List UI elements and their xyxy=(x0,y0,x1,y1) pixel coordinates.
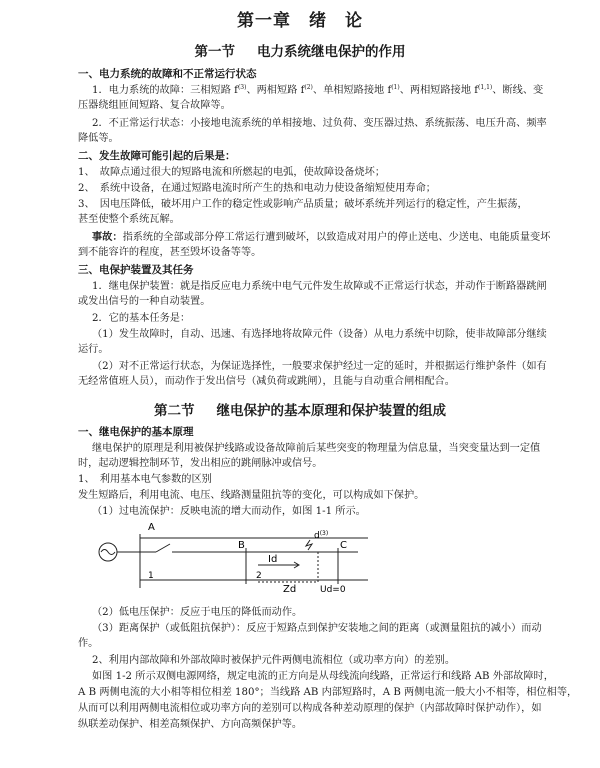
section-1-heading xyxy=(0,40,600,60)
label-voltage-ud: Ud=0 xyxy=(320,585,346,595)
figure-1-1-circuit xyxy=(88,520,388,600)
subsection-1-paragraph: 发生短路后，利用电流、电压、线路测量阻抗等的变化，可以构成如下保护。 xyxy=(78,490,425,501)
device-definition-line1: 1．继电保护装置：就是指反应电力系统中电气元件发生故障或不正常运行状态，并动作于断路器跳闸 xyxy=(92,281,547,292)
breaker-switch xyxy=(156,544,170,552)
consequence-1: 1、 故障点通过很大的短路电流和所燃起的电弧，使故障设备烧坏； xyxy=(78,167,386,178)
distance-protection-line2: 作。 xyxy=(78,638,99,649)
label-two: 2 xyxy=(256,571,262,581)
principle-line1: 继电保护的原理是利用被保护线路或设备故障前后某些突变的物理量为信息量，当突变量达到一定值 xyxy=(92,443,541,454)
accident-definition-line2: 到不能容许的程度，甚至毁坏设备等等。 xyxy=(78,247,262,258)
chapter-title: 第一章 绪 论 xyxy=(237,11,363,31)
heading-protection-device: 三、电保护装置及其任务 xyxy=(78,264,194,276)
label-fault-d: $d^{(3)}$ xyxy=(314,530,329,541)
device-definition-line2: 或发出信号的一种自动装置。 xyxy=(78,296,211,307)
heading-faults: 一、电力系统的故障和不正常运行状态 xyxy=(78,68,257,80)
section-1-number: 第一节 xyxy=(194,44,235,60)
section-2-title: 继电保护的基本原理和保护装置的组成 xyxy=(216,403,446,419)
generator-wave-symbol xyxy=(101,550,115,555)
paragraph-faults-line2: 压器绕组匝间短路、复合故障等。 xyxy=(78,100,231,111)
label-bus-c: C xyxy=(340,540,347,551)
task-1-line2: 运行。 xyxy=(78,344,109,355)
heading-consequences: 二、发生故障可能引起的后果是： xyxy=(78,150,236,162)
label-impedance-zd: Zd xyxy=(283,584,297,595)
phase-comparison-line2: A B 两侧电流的大小相等相位相差 180°；当线路 AB 内部短路时，A B 两侧电流一般大小不相等，相位相等， xyxy=(78,687,578,698)
section-2-number: 第二节 xyxy=(154,403,195,419)
paragraph-faults-line1: 1．电力系统的故障：三相短路 $f^{(3)}$、两相短路 $f^{(2)}$、单相短路接地 $f^{(1)}$、两相短路接地 $f^{(1,1)}$、断线、变 xyxy=(92,84,544,96)
phase-comparison-line3: 从而可以利用两侧电流相位或功率方向的差别可以构成各种差动原理的保护（内部故障时保护动作），如 xyxy=(78,703,542,714)
paragraph-abnormal-line1: 2．不正常运行状态：小接地电流系统的单相接地、过负荷、变压器过热、系统振荡、电压升高、频率 xyxy=(92,118,547,129)
accident-definition-line1: 事故：指系统的全部或部分停工常运行遭到破坏，以致造成对用户的停止送电、少送电、电能质量变坏 xyxy=(92,231,551,243)
task-2-line2: 无经常值班人员），而动作于发出信号（减负荷或跳闸），且能与自动重合闸相配合。 xyxy=(78,376,455,387)
paragraph-abnormal-line2: 降低等。 xyxy=(78,133,119,144)
label-one: 1 xyxy=(148,571,154,581)
phase-comparison-line4: 纵联差动保护、相差高频保护、方向高频保护等。 xyxy=(78,719,303,730)
label-bus-a: A xyxy=(148,522,155,533)
distance-protection-line1: （3）距离保护（或低阻抗保护）：反应于短路点到保护安装地之间的距离（或测量阻抗的减小）而动 xyxy=(92,623,542,634)
undervoltage-protection: （2）低电压保护：反应于电压的降低而动作。 xyxy=(92,607,303,618)
consequence-3-line2: 甚至使整个系统瓦解。 xyxy=(78,214,180,225)
task-1-line1: （1）发生故障时，自动、迅速、有选择地将故障元件（设备）从电力系统中切除，使非故障部分继续 xyxy=(92,329,547,340)
section-2-heading xyxy=(0,399,600,419)
subsection-1-title: 1、 利用基本电气参数的区别 xyxy=(78,474,212,485)
basic-tasks-heading: 2．它的基本任务是： xyxy=(92,313,191,324)
fault-lightning-icon xyxy=(306,540,312,550)
subsection-2-title: 2、利用内部故障和外部故障时被保护元件两侧电流相位（或功率方向）的差别。 xyxy=(92,655,456,666)
label-current-id: Id xyxy=(268,554,278,565)
task-2-line1: （2）对不正常运行状态，为保证选择性，一般要求保护经过一定的延时，并根据运行维护条件（如有 xyxy=(92,361,547,372)
phase-comparison-line1: 如图 1-2 所示双侧电源网络，规定电流的正方向是从母线流向线路，正常运行和线路 AB 外部故障时， xyxy=(92,671,554,682)
section-1-title: 电力系统继电保护的作用 xyxy=(257,44,406,60)
consequence-2: 2、 系统中设备，在通过短路电流时所产生的热和电动力使设备缩短使用寿命； xyxy=(78,183,436,194)
label-bus-b: B xyxy=(238,540,245,551)
principle-line2: 时，起动逻辑控制环节，发出相应的跳闸脉冲或信号。 xyxy=(78,458,323,469)
heading-basic-principle: 一、继电保护的基本原理 xyxy=(78,426,194,438)
consequence-3-line1: 3、 因电压降低，破坏用户工作的稳定性或影响产品质量；破坏系统并列运行的稳定性，产生振荡， xyxy=(78,199,528,210)
overcurrent-protection: （1）过电流保护：反映电流的增大而动作，如图 1-1 所示。 xyxy=(92,506,366,517)
